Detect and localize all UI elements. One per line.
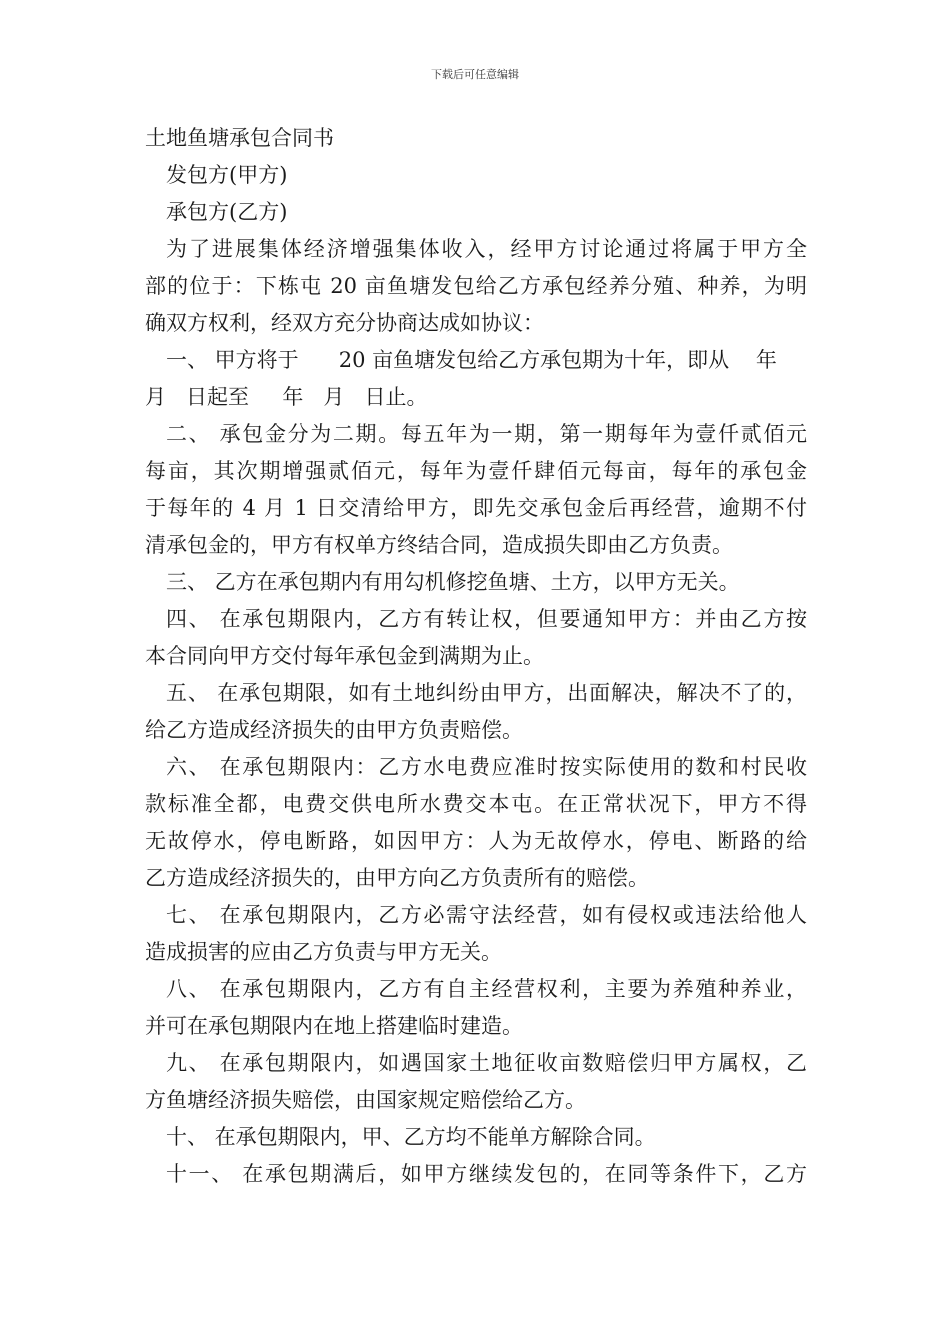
party-b-line: 承包方(乙方) [166, 200, 288, 224]
paragraph-line: 部的位于：下栋屯 20 亩鱼塘发包给乙方承包经养分殖、种养，为明 [145, 274, 807, 298]
paragraph-line: 十一、 在承包期满后，如甲方继续发包的，在同等条件下，乙方 [166, 1162, 807, 1186]
paragraph-line: 清承包金的，甲方有权单方终结合同，造成损失即由乙方负责。 [145, 533, 733, 557]
paragraph-line: 方鱼塘经济损失赔偿，由国家规定赔偿给乙方。 [145, 1088, 586, 1112]
paragraph-line: 八、 在承包期限内，乙方有自主经营权利，主要为养殖种养业， [166, 977, 807, 1001]
document-body [145, 120, 807, 1193]
paragraph-line: 给乙方造成经济损失的由甲方负责赔偿。 [145, 718, 523, 742]
intro-paragraph [145, 231, 807, 342]
clause-8 [145, 971, 807, 1045]
document-title: 土地鱼塘承包合同书 [145, 126, 334, 150]
clause-2 [145, 416, 807, 564]
paragraph-line: 三、 乙方在承包期内有用勾机修挖鱼塘、土方，以甲方无关。 [166, 570, 740, 594]
paragraph-line: 无故停水，停电断路，如因甲方：人为无故停水，停电、断路的给 [145, 829, 807, 853]
paragraph-line: 六、 在承包期限内：乙方水电费应准时按实际使用的数和村民收 [166, 755, 807, 779]
paragraph-line: 一、 甲方将于 20 亩鱼塘发包给乙方承包期为十年，即从 年 [166, 348, 777, 372]
clause-7 [145, 897, 807, 971]
paragraph-line: 乙方造成经济损失的，由甲方向乙方负责所有的赔偿。 [145, 866, 649, 890]
paragraph-line: 五、 在承包期限，如有土地纠纷由甲方，出面解决，解决不了的， [166, 681, 807, 705]
paragraph-line: 月 日起至 年 月 日止。 [145, 385, 428, 409]
paragraph-line: 十、 在承包期限内，甲、乙方均不能单方解除合同。 [166, 1125, 656, 1149]
paragraph-line: 款标准全都，电费交供电所水费交本屯。在正常状况下，甲方不得 [145, 792, 807, 816]
paragraph-line: 确双方权利，经双方充分协商达成如协议： [145, 311, 544, 335]
clause-5 [145, 675, 807, 749]
paragraph-line: 于每年的 4 月 1 日交清给甲方，即先交承包金后再经营，逾期不付 [145, 496, 807, 520]
paragraph-line: 每亩，其次期增强贰佰元，每年为壹仟肆佰元每亩，每年的承包金 [145, 459, 807, 483]
clause-4 [145, 601, 807, 675]
paragraph-line: 造成损害的应由乙方负责与甲方无关。 [145, 940, 502, 964]
clause-1 [145, 342, 807, 416]
clause-10 [145, 1119, 807, 1156]
paragraph-line: 九、 在承包期限内，如遇国家土地征收亩数赔偿归甲方属权，乙 [166, 1051, 807, 1075]
clause-11 [145, 1156, 807, 1193]
party-a-line: 发包方(甲方) [166, 163, 288, 187]
paragraph-line: 并可在承包期限内在地上搭建临时建造。 [145, 1014, 523, 1038]
clause-6 [145, 749, 807, 897]
paragraph-line: 本合同向甲方交付每年承包金到满期为止。 [145, 644, 544, 668]
paragraph-line: 七、 在承包期限内，乙方必需守法经营，如有侵权或违法给他人 [166, 903, 807, 927]
clause-3 [145, 564, 807, 601]
paragraph-line: 四、 在承包期限内，乙方有转让权，但要通知甲方：并由乙方按 [166, 607, 807, 631]
paragraph-line: 为了进展集体经济增强集体收入，经甲方讨论通过将属于甲方全 [166, 237, 807, 261]
header-note: 下载后可任意编辑 [431, 68, 519, 81]
paragraph-line: 二、 承包金分为二期。每五年为一期，第一期每年为壹仟贰佰元 [166, 422, 807, 446]
clause-9 [145, 1045, 807, 1119]
